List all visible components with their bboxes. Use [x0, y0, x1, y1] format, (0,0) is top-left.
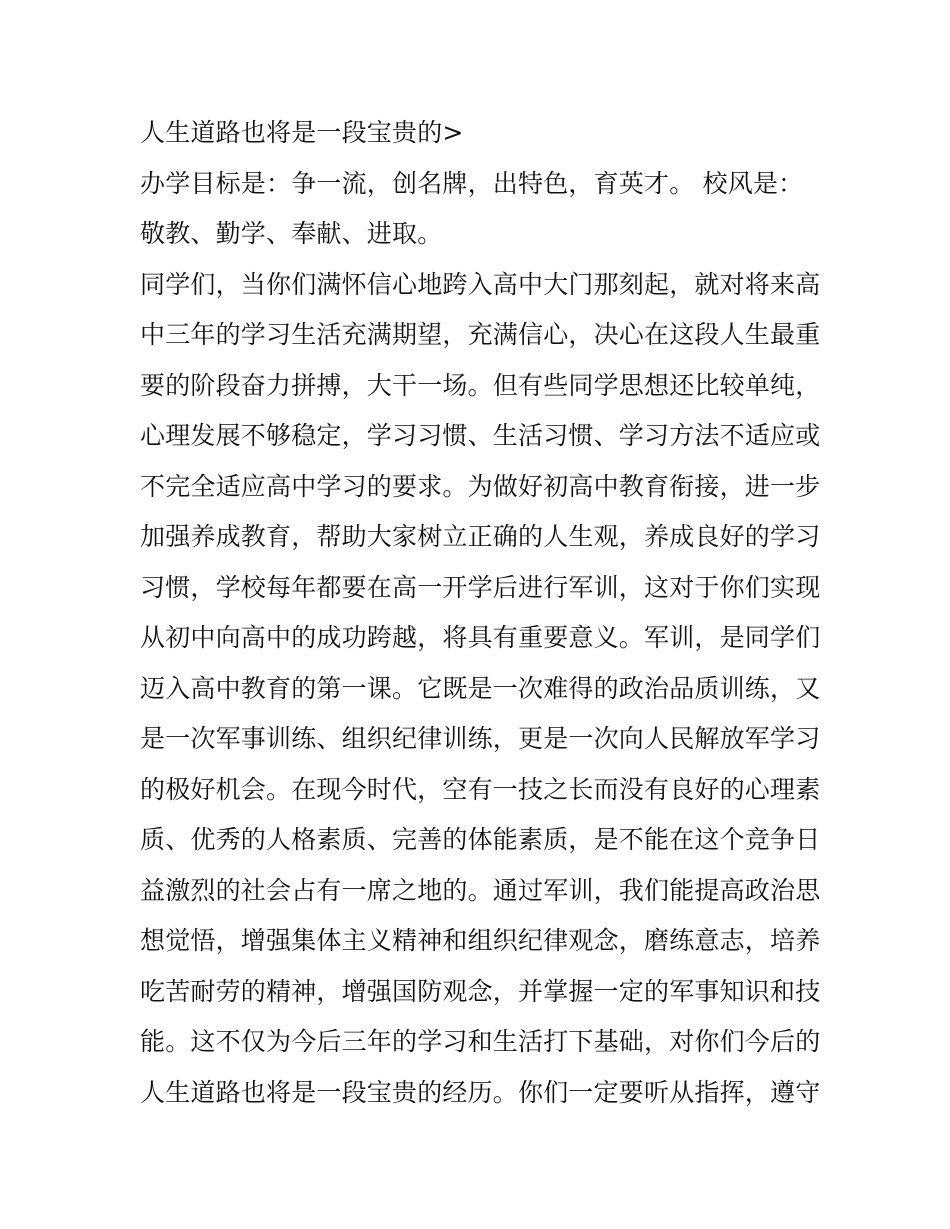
text-line: 人生道路也将是一段宝贵的经历。你们一定要听从指挥，遵守 [140, 1077, 821, 1107]
text-line: 是一次军事训练、组织纪律训练，更是一次向人民解放军学习 [140, 724, 821, 753]
text-line: 的极好机会。在现今时代，空有一技之长而没有良好的心理素 [140, 774, 821, 804]
text-line: 迈入高中教育的第一课。它既是一次难得的政治品质训练，又 [140, 673, 821, 703]
text-line: 能。这不仅为今后三年的学习和生活打下基础，对你们今后的 [140, 1027, 821, 1056]
body-text [140, 108, 820, 1118]
text-line: 敬教、勤学、奉献、进取。 [140, 219, 443, 248]
text-line: 习惯，学校每年都要在高一开学后进行军训，这对于你们实现 [140, 572, 821, 602]
text-line: 想觉悟，增强集体主义精神和组织纪律观念，磨练意志，培养 [140, 926, 821, 955]
text-line: 不完全适应高中学习的要求。为做好初高中教育衔接，进一步 [140, 471, 821, 501]
text-line: 加强养成教育，帮助大家树立正确的人生观，养成良好的学习 [140, 522, 821, 551]
text-line: 办学目标是：争一流，创名牌，出特色，育英才。 校风是： [140, 168, 804, 198]
text-line: 从初中向高中的成功跨越，将具有重要意义。军训，是同学们 [140, 623, 821, 652]
text-line: 要的阶段奋力拼搏，大干一场。但有些同学思想还比较单纯， [140, 370, 821, 400]
text-line: 同学们，当你们满怀信心地跨入高中大门那刻起，就对将来高 [140, 269, 821, 299]
text-line: 心理发展不够稳定，学习习惯、生活习惯、学习方法不适应或 [140, 421, 821, 450]
text-line: 人生道路也将是一段宝贵的> [140, 118, 464, 147]
text-line: 吃苦耐劳的精神，增强国防观念，并掌握一定的军事知识和技 [140, 976, 821, 1006]
text-line: 质、优秀的人格素质、完善的体能素质，是不能在这个竞争日 [140, 825, 821, 854]
text-line: 中三年的学习生活充满期望，充满信心，决心在这段人生最重 [140, 320, 821, 349]
text-line: 益激烈的社会占有一席之地的。通过军训，我们能提高政治思 [140, 875, 821, 905]
